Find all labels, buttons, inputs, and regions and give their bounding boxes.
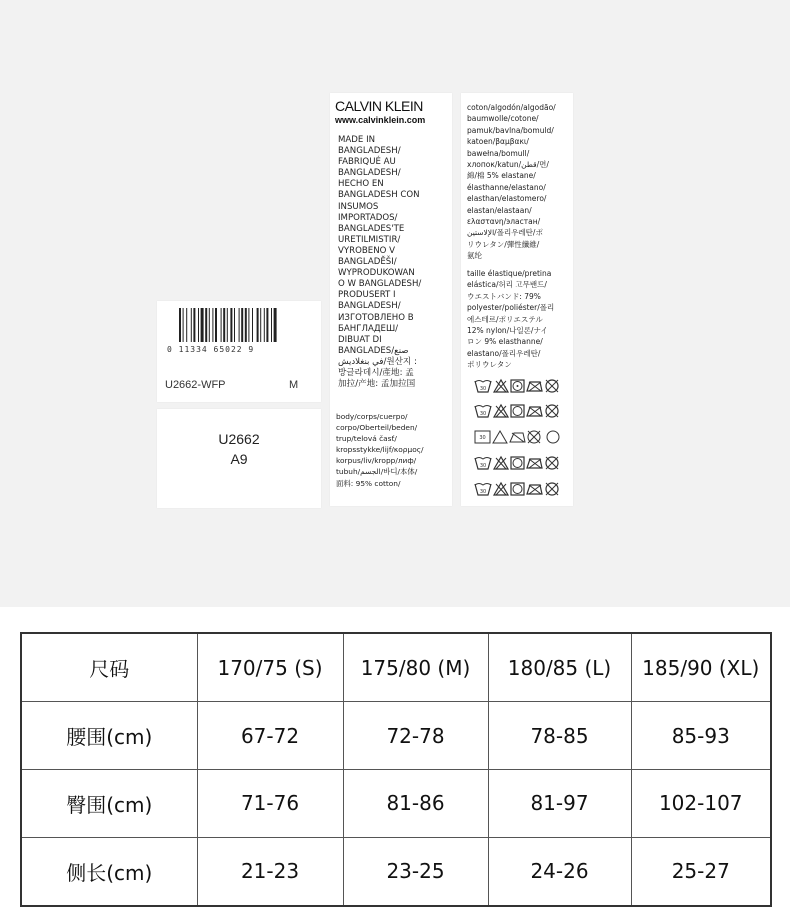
barcode-bar <box>241 308 243 342</box>
table-cell: 21-23 <box>197 837 343 906</box>
barcode-bar <box>198 308 199 342</box>
header-cell-size: 尺码 <box>21 633 197 702</box>
barcode-bar <box>223 308 225 342</box>
no-dryclean-icon <box>546 405 558 417</box>
wash-30-icon <box>475 381 491 393</box>
tumble-dry-icon <box>511 405 524 417</box>
barcode-bar <box>179 308 181 342</box>
table-cell: 24-26 <box>488 837 631 906</box>
table-cell: 85-93 <box>631 702 771 770</box>
barcode-bar <box>221 308 222 342</box>
made-in-text: MADE IN BANGLADESH/ FABRIQUÉ AU BANGLADESH/ HECHO EN BANGLADESH CON INSUMOS IMPORTADOS/ BANGLADES'TE URETILMISTIR/ VYROBENO V BANGLADĚŠI/ WYPRODUKOWAN O W BANGLADESH/ PRODUSERT I BANGLADESH/ ИЗГОТОВЛЕНО В БАНГЛАДЕШ/ DIBUAT DI BANGLADES/صنع في بنغلاديش/원산지 : 방글라데시/產地: 孟 加拉/产地: 孟加拉国 <box>338 135 422 390</box>
table-cell: 78-85 <box>488 702 631 770</box>
barcode-bar <box>266 308 268 342</box>
table-cell: 102-107 <box>631 769 771 837</box>
barcode-bar <box>227 308 228 342</box>
barcode-bar <box>274 308 277 342</box>
svg-text:30: 30 <box>479 386 487 392</box>
no-bleach-icon <box>494 380 508 392</box>
table-cell: 81-97 <box>488 769 631 837</box>
barcode-bar <box>257 308 259 342</box>
care-symbols-row-1 <box>474 378 564 394</box>
barcode-bar <box>234 308 235 342</box>
barcode-bar <box>209 308 210 342</box>
iron-icon <box>527 382 542 391</box>
tumble-dry-icon <box>511 380 524 392</box>
row-label-waist: 腰围(cm) <box>21 702 197 770</box>
barcode-bar <box>186 308 187 342</box>
row-label-hip: 臀围(cm) <box>21 769 197 837</box>
barcode-bar <box>252 308 253 342</box>
svg-text:30: 30 <box>479 489 487 495</box>
care-symbols-row-5 <box>474 481 564 497</box>
svg-text:30: 30 <box>479 435 486 441</box>
tumble-dry-icon <box>511 483 524 495</box>
barcode-bar <box>212 308 213 342</box>
table-row-side-length <box>21 837 771 906</box>
tumble-dry-icon <box>511 457 524 469</box>
barcode-bar <box>260 308 261 342</box>
barcode-bar <box>230 308 232 342</box>
no-bleach-icon <box>494 457 508 469</box>
size-table-header-row <box>21 633 771 702</box>
care-symbols-row-4 <box>474 455 564 471</box>
header-cell-s: 170/75 (S) <box>197 633 343 702</box>
brand-logo: CALVIN KLEIN <box>335 98 423 114</box>
no-bleach-icon <box>493 431 507 443</box>
table-cell: 81-86 <box>343 769 488 837</box>
no-bleach-icon <box>494 483 508 495</box>
wash-30-icon <box>475 406 491 418</box>
barcode-bar <box>215 308 217 342</box>
barcode-bar <box>271 308 272 342</box>
tumble-dry-icon <box>547 431 559 443</box>
barcode-style-number: U2662-WFP <box>165 379 226 391</box>
table-cell: 71-76 <box>197 769 343 837</box>
size-table <box>20 632 772 907</box>
iron-icon <box>527 407 542 416</box>
header-cell-m: 175/80 (M) <box>343 633 488 702</box>
header-cell-l: 180/85 (L) <box>488 633 631 702</box>
waistband-composition-text: taille élastique/pretina elástica/허리 고무밴드/ ウエストバンド: 79% polyester/poliéster/폴리 에스테르/ポリエステル 12% nylon/나일론/ナイ ロン 9% elasthanne/ elastano/폴리우레탄/ ポリウレタン <box>467 269 555 370</box>
svg-text:30: 30 <box>479 411 487 417</box>
care-tag <box>461 93 573 506</box>
style-tag <box>157 409 321 508</box>
barcode-bar <box>191 308 192 342</box>
table-cell: 67-72 <box>197 702 343 770</box>
barcode-bar <box>248 308 249 342</box>
table-cell: 72-78 <box>343 702 488 770</box>
barcode-size: M <box>289 379 299 391</box>
no-dryclean-icon <box>546 483 558 495</box>
iron-icon <box>527 459 542 468</box>
care-symbols-row-3 <box>474 429 564 445</box>
barcode-bar <box>193 308 195 342</box>
barcode-bar <box>183 308 184 342</box>
no-dryclean-icon <box>546 380 558 392</box>
composition-text: coton/algodón/algodão/ baumwolle/cotone/ pamuk/bavlna/bomuld/ katoen/βαμβακι/ bawełna/bomull/ хлопок/katun/قطن/면/ 綿/棉 5% elastane/ élasthanne/elastano/ elasthan/elastomero/ elastan/elastaan/ ελαστανη/эластан/ الإلاستين/폴리우레탄/ポ リウレタン/彈性纖維/ 氨纶 <box>467 103 556 261</box>
row-label-side-length: 侧长(cm) <box>21 837 197 906</box>
brand-tag <box>330 93 452 506</box>
no-dryclean-icon <box>546 457 558 469</box>
no-bleach-icon <box>494 405 508 417</box>
wash-30-icon <box>475 484 491 496</box>
barcode-bar <box>245 308 247 342</box>
wash-30-icon <box>475 458 491 470</box>
barcode-tag <box>157 301 321 402</box>
barcode-bar <box>205 308 207 342</box>
barcode-bar <box>201 308 204 342</box>
wash-30-icon <box>475 431 490 443</box>
header-cell-xl: 185/90 (XL) <box>631 633 771 702</box>
table-cell: 23-25 <box>343 837 488 906</box>
barcode-digits: 0 11334 65022 9 <box>167 345 255 354</box>
svg-text:30: 30 <box>479 463 487 469</box>
iron-icon <box>527 485 542 494</box>
table-cell: 25-27 <box>631 837 771 906</box>
barcode-bar <box>239 308 240 342</box>
barcode-bar <box>264 308 265 342</box>
style-code-line2: A9 <box>230 451 248 467</box>
fabric-body-text: body/corps/cuerpo/ corpo/Oberteil/beden/ trup/telová časť/ kropsstykke/lijf/κορμος/ korpus/liv/kropp/лиф/ tubuh/الجسم/바디/本体/ 面料: 95% cotton/ <box>336 412 424 488</box>
brand-website: www.calvinklein.com <box>335 115 426 125</box>
table-row-waist <box>21 702 771 770</box>
no-dryclean-icon <box>528 431 540 443</box>
iron-icon <box>510 433 525 442</box>
table-row-hip <box>21 769 771 837</box>
barcode-graphic <box>177 308 297 344</box>
style-code-line1: U2662 <box>218 431 260 447</box>
care-symbols-row-2 <box>474 403 564 419</box>
